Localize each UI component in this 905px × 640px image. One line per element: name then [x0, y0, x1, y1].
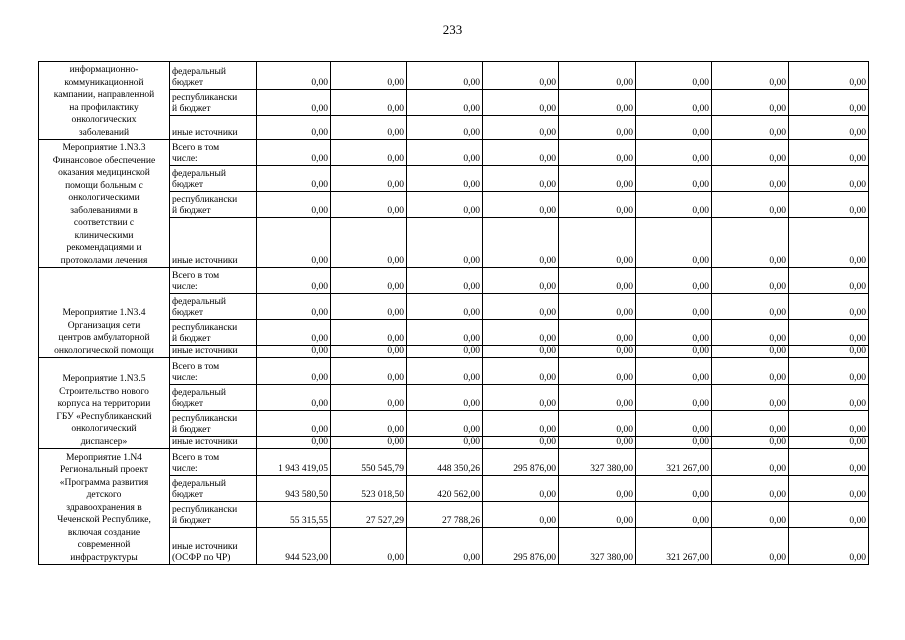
funding-source-cell: республикански й бюджет: [170, 320, 257, 346]
amount-cell: 0,00: [483, 90, 559, 116]
amount-cell: 0,00: [407, 385, 483, 411]
amount-cell: 0,00: [559, 411, 636, 437]
amount-cell: 0,00: [407, 437, 483, 449]
amount-cell: 448 350,26: [407, 449, 483, 476]
funding-source-cell: иные источники: [170, 218, 257, 268]
amount-cell: 0,00: [483, 62, 559, 90]
activity-cell: Мероприятие 1.N4 Региональный проект «Программа развития детского здравоохранения в Чеченской Республике, включая создание современной инфраструктуры: [39, 449, 170, 565]
amount-cell: 0,00: [559, 320, 636, 346]
amount-cell: 0,00: [712, 62, 789, 90]
amount-cell: 0,00: [331, 437, 407, 449]
amount-cell: 0,00: [257, 294, 331, 320]
amount-cell: 0,00: [407, 528, 483, 565]
amount-cell: 0,00: [483, 218, 559, 268]
amount-cell: 0,00: [636, 140, 712, 166]
funding-source-cell: республикански й бюджет: [170, 411, 257, 437]
funding-source-cell: федеральный бюджет: [170, 294, 257, 320]
amount-cell: 0,00: [789, 62, 869, 90]
amount-cell: 0,00: [712, 116, 789, 140]
amount-cell: 0,00: [559, 166, 636, 192]
amount-cell: 0,00: [331, 528, 407, 565]
amount-cell: 0,00: [712, 320, 789, 346]
amount-cell: 0,00: [789, 218, 869, 268]
amount-cell: 0,00: [636, 476, 712, 502]
amount-cell: 0,00: [789, 411, 869, 437]
amount-cell: 523 018,50: [331, 476, 407, 502]
activity-cell: Мероприятие 1.N3.4 Организация сети центров амбулаторной онкологической помощи: [39, 268, 170, 358]
amount-cell: 0,00: [789, 437, 869, 449]
amount-cell: 0,00: [331, 218, 407, 268]
amount-cell: 0,00: [789, 140, 869, 166]
amount-cell: 0,00: [712, 192, 789, 218]
amount-cell: 0,00: [636, 166, 712, 192]
amount-cell: 0,00: [712, 140, 789, 166]
amount-cell: 0,00: [331, 166, 407, 192]
amount-cell: 0,00: [559, 358, 636, 385]
amount-cell: 0,00: [559, 385, 636, 411]
amount-cell: 0,00: [636, 90, 712, 116]
amount-cell: 0,00: [789, 192, 869, 218]
amount-cell: 0,00: [331, 358, 407, 385]
amount-cell: 55 315,55: [257, 502, 331, 528]
amount-cell: 0,00: [483, 268, 559, 294]
amount-cell: 0,00: [483, 385, 559, 411]
amount-cell: 0,00: [407, 218, 483, 268]
amount-cell: 0,00: [257, 385, 331, 411]
funding-source-cell: иные источники: [170, 116, 257, 140]
activity-cell: информационно- коммуникационной кампании, направленной на профилактику онкологических заболеваний: [39, 62, 170, 140]
amount-cell: 0,00: [636, 502, 712, 528]
amount-cell: 0,00: [636, 346, 712, 358]
amount-cell: 0,00: [331, 62, 407, 90]
amount-cell: 0,00: [331, 192, 407, 218]
amount-cell: 0,00: [559, 90, 636, 116]
amount-cell: 0,00: [636, 294, 712, 320]
amount-cell: 0,00: [789, 346, 869, 358]
amount-cell: 0,00: [407, 90, 483, 116]
amount-cell: 0,00: [257, 116, 331, 140]
amount-cell: 0,00: [636, 62, 712, 90]
table-row: [39, 449, 869, 476]
amount-cell: 0,00: [483, 320, 559, 346]
amount-cell: 0,00: [559, 140, 636, 166]
amount-cell: 327 380,00: [559, 528, 636, 565]
amount-cell: 0,00: [789, 449, 869, 476]
amount-cell: 0,00: [257, 411, 331, 437]
amount-cell: 0,00: [407, 320, 483, 346]
amount-cell: 0,00: [483, 346, 559, 358]
amount-cell: 0,00: [636, 116, 712, 140]
amount-cell: 0,00: [331, 116, 407, 140]
amount-cell: 0,00: [407, 116, 483, 140]
funding-source-cell: Всего в том числе:: [170, 358, 257, 385]
amount-cell: 1 943 419,05: [257, 449, 331, 476]
amount-cell: 0,00: [789, 502, 869, 528]
amount-cell: 0,00: [712, 449, 789, 476]
page-number: 233: [442, 22, 463, 37]
amount-cell: 0,00: [712, 358, 789, 385]
amount-cell: 0,00: [559, 268, 636, 294]
amount-cell: 0,00: [559, 346, 636, 358]
amount-cell: 0,00: [789, 358, 869, 385]
amount-cell: 0,00: [407, 268, 483, 294]
amount-cell: 0,00: [636, 218, 712, 268]
amount-cell: 0,00: [559, 476, 636, 502]
amount-cell: 0,00: [331, 320, 407, 346]
amount-cell: 0,00: [789, 116, 869, 140]
amount-cell: 0,00: [331, 385, 407, 411]
amount-cell: 420 562,00: [407, 476, 483, 502]
amount-cell: 0,00: [636, 358, 712, 385]
funding-source-cell: федеральный бюджет: [170, 476, 257, 502]
amount-cell: 943 580,50: [257, 476, 331, 502]
amount-cell: 0,00: [257, 268, 331, 294]
amount-cell: 0,00: [559, 62, 636, 90]
amount-cell: 0,00: [712, 218, 789, 268]
amount-cell: 0,00: [257, 62, 331, 90]
budget-table: [38, 61, 869, 565]
amount-cell: 550 545,79: [331, 449, 407, 476]
amount-cell: 0,00: [636, 320, 712, 346]
table-row: [39, 140, 869, 166]
amount-cell: 0,00: [257, 346, 331, 358]
amount-cell: 0,00: [407, 62, 483, 90]
amount-cell: 0,00: [789, 320, 869, 346]
amount-cell: 0,00: [331, 294, 407, 320]
amount-cell: 0,00: [483, 358, 559, 385]
amount-cell: 0,00: [712, 385, 789, 411]
amount-cell: 0,00: [712, 346, 789, 358]
funding-source-cell: федеральный бюджет: [170, 62, 257, 90]
amount-cell: 0,00: [636, 411, 712, 437]
amount-cell: 295 876,00: [483, 528, 559, 565]
amount-cell: 27 788,26: [407, 502, 483, 528]
amount-cell: 0,00: [483, 502, 559, 528]
amount-cell: 0,00: [257, 90, 331, 116]
amount-cell: 0,00: [789, 294, 869, 320]
amount-cell: 0,00: [559, 116, 636, 140]
amount-cell: 27 527,29: [331, 502, 407, 528]
amount-cell: 944 523,00: [257, 528, 331, 565]
funding-source-cell: республикански й бюджет: [170, 90, 257, 116]
amount-cell: 0,00: [789, 476, 869, 502]
table-row: [39, 62, 869, 90]
amount-cell: 0,00: [712, 411, 789, 437]
funding-source-cell: Всего в том числе:: [170, 140, 257, 166]
amount-cell: 0,00: [483, 476, 559, 502]
activity-cell: Мероприятие 1.N3.3 Финансовое обеспечение оказания медицинской помощи больным с онкологическими заболеваниями в соответствии с клиническими рекомендациями и протоколами лечения: [39, 140, 170, 268]
amount-cell: 0,00: [712, 268, 789, 294]
amount-cell: 0,00: [789, 166, 869, 192]
amount-cell: 0,00: [483, 294, 559, 320]
amount-cell: 0,00: [712, 437, 789, 449]
amount-cell: 0,00: [483, 437, 559, 449]
table-row: [39, 358, 869, 385]
amount-cell: 0,00: [331, 411, 407, 437]
amount-cell: 0,00: [636, 385, 712, 411]
funding-source-cell: иные источники: [170, 346, 257, 358]
amount-cell: 0,00: [483, 140, 559, 166]
amount-cell: 321 267,00: [636, 528, 712, 565]
funding-source-cell: Всего в том числе:: [170, 449, 257, 476]
activity-cell: Мероприятие 1.N3.5 Строительство нового корпуса на территории ГБУ «Республиканский онкологический диспансер»: [39, 358, 170, 449]
amount-cell: 0,00: [331, 140, 407, 166]
amount-cell: 0,00: [789, 90, 869, 116]
amount-cell: 0,00: [712, 90, 789, 116]
amount-cell: 0,00: [257, 358, 331, 385]
amount-cell: 0,00: [636, 268, 712, 294]
amount-cell: 0,00: [712, 166, 789, 192]
amount-cell: 0,00: [257, 437, 331, 449]
amount-cell: 0,00: [407, 358, 483, 385]
amount-cell: 0,00: [407, 294, 483, 320]
amount-cell: 0,00: [331, 268, 407, 294]
funding-source-cell: иные источники (ОСФР по ЧР): [170, 528, 257, 565]
amount-cell: 0,00: [712, 502, 789, 528]
amount-cell: 0,00: [483, 192, 559, 218]
amount-cell: 0,00: [407, 346, 483, 358]
funding-source-cell: Всего в том числе:: [170, 268, 257, 294]
amount-cell: 295 876,00: [483, 449, 559, 476]
amount-cell: 0,00: [331, 346, 407, 358]
amount-cell: 0,00: [483, 411, 559, 437]
amount-cell: 0,00: [559, 437, 636, 449]
amount-cell: 0,00: [257, 218, 331, 268]
amount-cell: 0,00: [636, 192, 712, 218]
amount-cell: 0,00: [257, 192, 331, 218]
amount-cell: 327 380,00: [559, 449, 636, 476]
amount-cell: 0,00: [559, 192, 636, 218]
amount-cell: 0,00: [559, 294, 636, 320]
amount-cell: 0,00: [257, 166, 331, 192]
amount-cell: 0,00: [257, 140, 331, 166]
amount-cell: 321 267,00: [636, 449, 712, 476]
amount-cell: 0,00: [483, 166, 559, 192]
amount-cell: 0,00: [407, 192, 483, 218]
amount-cell: 0,00: [483, 116, 559, 140]
amount-cell: 0,00: [257, 320, 331, 346]
amount-cell: 0,00: [407, 140, 483, 166]
amount-cell: 0,00: [712, 294, 789, 320]
amount-cell: 0,00: [559, 218, 636, 268]
amount-cell: 0,00: [789, 528, 869, 565]
amount-cell: 0,00: [789, 385, 869, 411]
amount-cell: 0,00: [331, 90, 407, 116]
amount-cell: 0,00: [636, 437, 712, 449]
table-row: [39, 268, 869, 294]
amount-cell: 0,00: [559, 502, 636, 528]
amount-cell: 0,00: [789, 268, 869, 294]
funding-source-cell: иные источники: [170, 437, 257, 449]
amount-cell: 0,00: [712, 528, 789, 565]
amount-cell: 0,00: [407, 411, 483, 437]
amount-cell: 0,00: [712, 476, 789, 502]
funding-source-cell: федеральный бюджет: [170, 385, 257, 411]
amount-cell: 0,00: [407, 166, 483, 192]
funding-source-cell: республикански й бюджет: [170, 192, 257, 218]
funding-source-cell: федеральный бюджет: [170, 166, 257, 192]
funding-source-cell: республикански й бюджет: [170, 502, 257, 528]
